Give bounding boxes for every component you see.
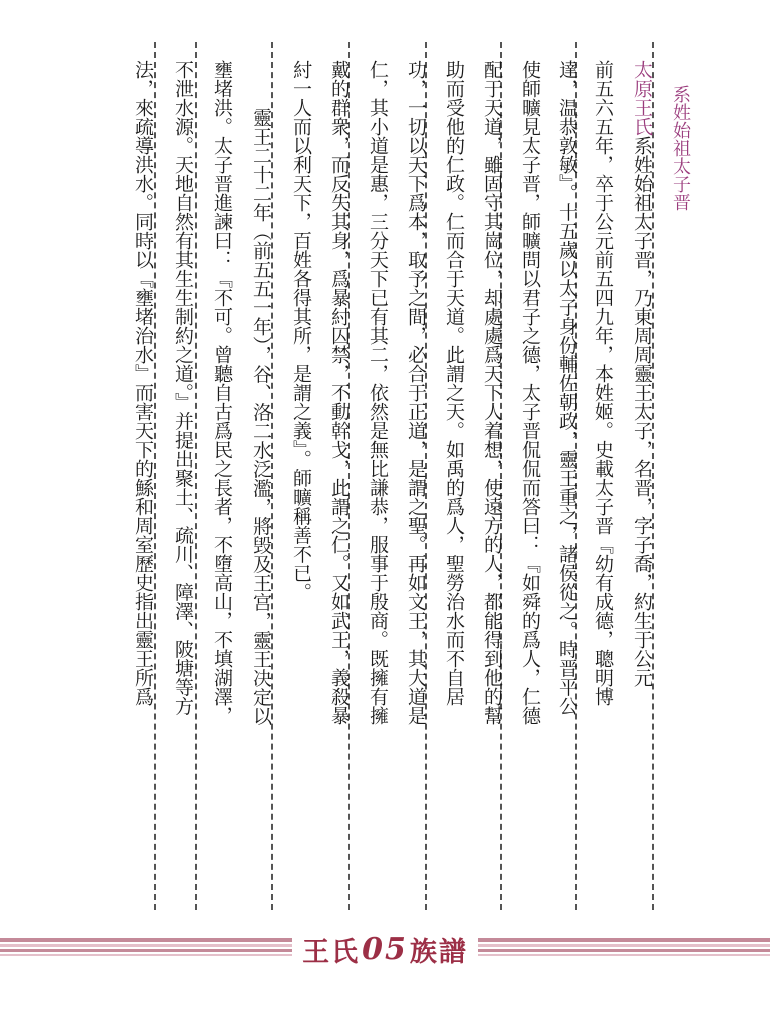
- text-column-3: 達，温恭敦敏』。十五歲以太子身份輔佐朝政，靈王重之，諸侯從之。時晋平公: [556, 60, 578, 716]
- footer-banner: [0, 928, 770, 974]
- column-divider: [154, 42, 156, 910]
- page-number: 05: [362, 931, 408, 967]
- text-column-11: 靈王二十二年（前五五一年），谷、洛二水泛濫，將毁及王宫，靈王决定以: [250, 108, 272, 726]
- footer-suffix: 族譜: [409, 936, 468, 968]
- text-column-1: [617, 60, 653, 687]
- text-column-10: 紂一人而以利天下，百姓各得其所，是謂之義』。師曠稱善不已。: [290, 60, 312, 602]
- text-column-2: 前五六五年，卒于公元前五四九年，本姓姬。史載太子晋『幼有成德，聰明博: [592, 60, 614, 706]
- column-text: 系姓始祖太子晋，乃東周周靈王太子，名晋，字子喬，約生于公元: [631, 136, 653, 687]
- footer-prefix: 王氏: [302, 936, 361, 968]
- text-column-8: 仁，其小道是惠，三分天下已有其二，依然是無比謙恭，服事于殷商。既擁有擁: [367, 60, 389, 725]
- text-column-13: 不泄水源。天地自然有其生生制約之道。』并提出聚土、疏川、障澤、陂塘等方: [172, 60, 194, 716]
- text-column-14: 法，來疏導洪水。同時以『壅堵治水』而害天下的鯀和周室歷史指出靈王所爲: [132, 60, 154, 706]
- section-heading: 系姓始祖太子晋: [670, 85, 691, 211]
- text-column-6: 助而受他的仁政。仁而合于天道。此謂之天。如禹的爲人，聖勞治水而不自居: [443, 60, 465, 706]
- text-column-5: 配于天道，雖固守其崗位，却處處爲天下人着想，使遠方的人，都能得到他的幫: [481, 60, 503, 725]
- text-column-4: 使師曠見太子晋，師曠問以君子之德，太子晋侃侃而答曰：『如舜的爲人，仁德: [519, 60, 541, 725]
- text-column-12: 壅堵洪。太子晋進諫曰：『不可。曾聽自古爲民之長者，不墮高山，不填湖澤，: [211, 60, 233, 725]
- clan-name: 太原王氏: [631, 60, 653, 136]
- text-column-7: 功，一切以天下爲本，取予之間，必合于正道，是謂之聖。再如文王，其大道是: [405, 60, 427, 725]
- text-column-9: 戴的群衆，而反失其身，爲暴紂囚禁，不動幹戈，此謂之仁。又如武王，義殺暴: [328, 60, 350, 725]
- footer-title: [292, 928, 478, 970]
